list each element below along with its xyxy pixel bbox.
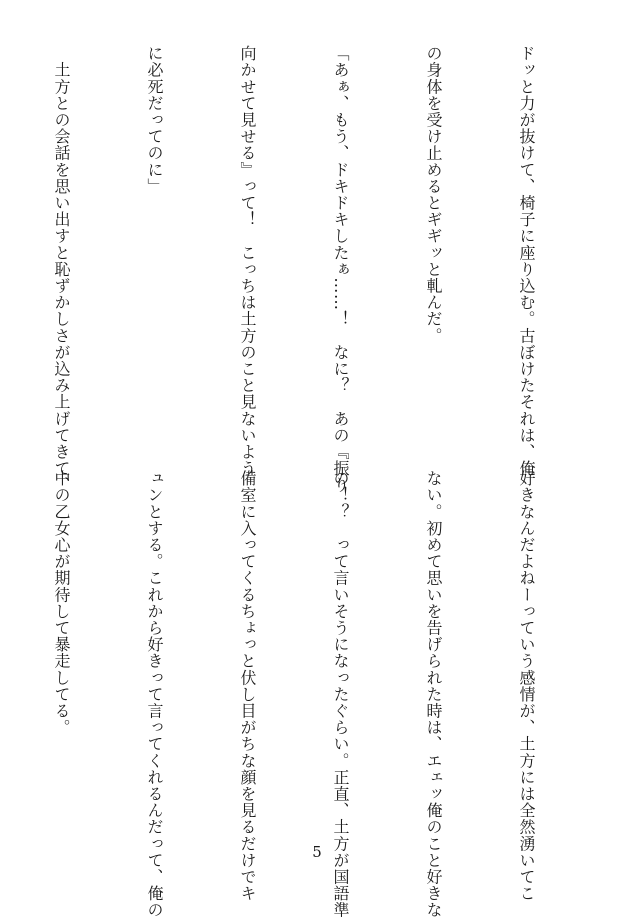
text-line: 「あぁ、もう、ドキドキしたぁ……！ なに？ あの『振り [331, 45, 350, 494]
text-line: に必死だってのに」 [145, 45, 164, 195]
text-line: 中の乙女心が期待して暴走してる。 [52, 470, 71, 736]
text-line: ドッと力が抜けて、椅子に座り込む。古ぼけたそれは、俺 [517, 45, 536, 477]
text-line: の身体を受け止めるとギギッと軋んだ。 [424, 45, 443, 344]
text-line: 好きなんだよねーっていう感情が、土方には全然湧いてこ [517, 470, 536, 902]
page-number: 5 [312, 843, 322, 861]
text-line: ュンとする。これから好きって言ってくれるんだって、俺の [145, 470, 164, 918]
text-line: 向かせて見せる』って！ こっちは土方のこと見ないよう [238, 45, 257, 477]
text-column-lower [24, 470, 604, 918]
text-line: 土方との会話を思い出すと恥ずかしさが込み上げてきて、 [52, 45, 71, 494]
text-line: ない。初めて思いを告げられた時は、エェッ俺のこと好きな [424, 470, 443, 918]
text-line: 備室に入ってくるちょっと伏し目がちな顔を見るだけでキ [238, 470, 257, 902]
text-line: の！？ って言いそうになったぐらい。正直、土方が国語準 [331, 470, 350, 918]
text-column-upper [24, 45, 604, 494]
